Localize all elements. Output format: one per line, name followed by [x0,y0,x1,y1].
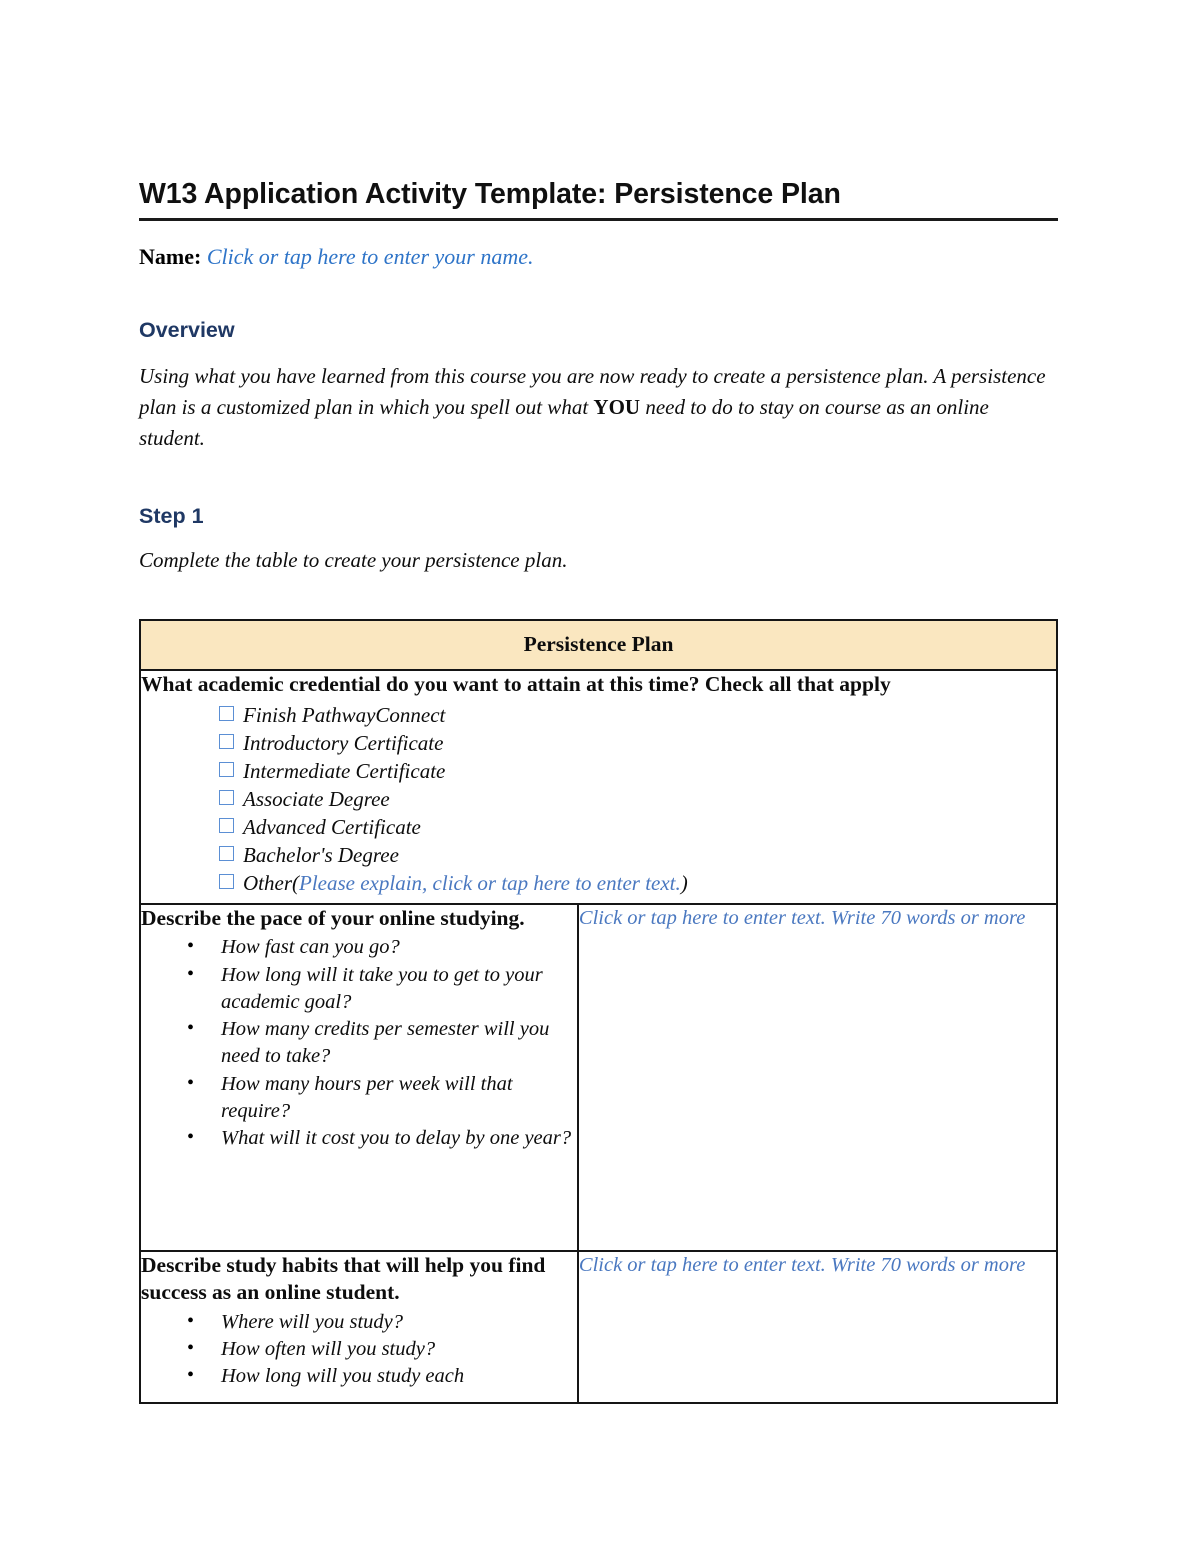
title-divider [139,218,1058,221]
overview-emphasis: YOU [593,395,641,420]
checkbox-option-other[interactable] [219,870,1056,898]
credential-question: What academic credential do you want to attain at this time? Check all that apply [141,671,891,696]
credential-cell [140,670,1057,904]
checkbox-icon[interactable] [219,846,234,861]
habits-bullet-list [141,1309,577,1391]
habits-answer-input[interactable]: Click or tap here to enter text. Write 70 words or more [578,1251,1057,1403]
pace-question-cell [140,904,578,1251]
step1-heading: Step 1 [139,503,204,528]
list-item: • How many credits per semester will you need to take? [187,1016,577,1071]
habits-question-cell [140,1251,578,1403]
list-item: • Where will you study? [187,1309,577,1336]
checkbox-icon[interactable] [219,818,234,833]
table-header-title: Persistence Plan [140,620,1057,670]
list-item: • How often will you study? [187,1336,577,1363]
habits-question: Describe study habits that will help you find success as an online student. [141,1252,546,1305]
checkbox-label: Advanced Certificate [243,815,421,840]
list-item: • How long will you study each [187,1363,577,1390]
checkbox-label: Bachelor's Degree [243,843,399,868]
checkbox-label: Introductory Certificate [243,731,444,756]
checkbox-icon[interactable] [219,874,234,889]
checkbox-option-bachelors-degree[interactable] [219,842,1056,870]
table-row-habits [140,1251,1057,1403]
list-item: • How long will it take you to get to your academic goal? [187,962,577,1017]
overview-heading: Overview [139,318,235,343]
overview-paragraph [139,361,1060,455]
checkbox-option-finish-pathwayconnect[interactable] [219,702,1056,730]
checkbox-option-intermediate-certificate[interactable] [219,758,1056,786]
checkbox-icon[interactable] [219,706,234,721]
checkbox-icon[interactable] [219,790,234,805]
table-row-credential [140,670,1057,904]
checkbox-option-introductory-certificate[interactable] [219,730,1056,758]
list-item: • How fast can you go? [187,934,577,961]
checkbox-option-associate-degree[interactable] [219,786,1056,814]
step1-instruction: Complete the table to create your persistence plan. [139,547,568,572]
pace-answer-input[interactable]: Click or tap here to enter text. Write 70 words or more [578,904,1057,1251]
table-header-row [140,620,1057,670]
checkbox-option-advanced-certificate[interactable] [219,814,1056,842]
checkbox-label-other: Other [243,870,292,895]
overview-text-part2: need to do to stay on course as an online student. [139,395,989,451]
checkbox-icon[interactable] [219,734,234,749]
checkbox-label: Associate Degree [243,787,390,812]
other-explain-placeholder[interactable]: Please explain, click or tap here to enter text. [299,870,681,895]
other-open-paren: ( [292,870,299,895]
table-row-pace [140,904,1057,1251]
other-close-paren: ) [680,870,688,895]
name-label: Name: [139,244,202,270]
list-item: • How many hours per week will that require? [187,1071,577,1126]
overview-text-part1: Using what you have learned from this course you are now ready to create a persistence plan. A persistence plan is a customized plan in which you spell out what [139,363,1046,420]
pace-bullet-list [141,934,577,1152]
pace-question: Describe the pace of your online studying. [141,905,525,930]
persistence-plan-table [139,619,1058,1404]
checkbox-label: Intermediate Certificate [243,759,446,784]
checkbox-label: Finish PathwayConnect [243,703,446,728]
credential-options-list [141,702,1056,897]
page-title: W13 Application Activity Template: Persistence Plan [139,178,841,210]
checkbox-icon[interactable] [219,762,234,777]
name-input-placeholder[interactable]: Click or tap here to enter your name. [206,244,534,270]
list-item: • What will it cost you to delay by one year? [187,1125,577,1152]
name-field-line [139,243,1060,272]
